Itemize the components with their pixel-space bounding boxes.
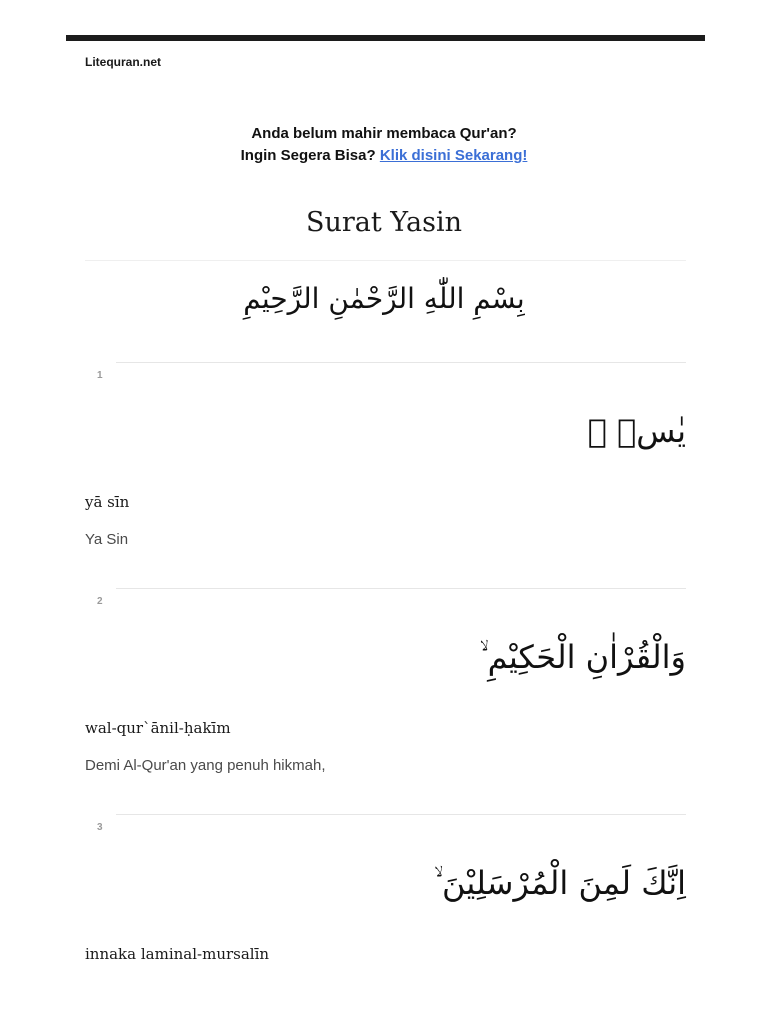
verse-divider	[116, 814, 686, 815]
page-title: Surat Yasin	[305, 207, 463, 238]
verse-number: 3	[97, 822, 103, 833]
promo-line-1: Anda belum mahir membaca Qur'an?	[251, 125, 517, 142]
verse-translation: Ya Sin	[85, 531, 129, 548]
verse-transliteration: innaka laminal-mursalīn	[85, 945, 270, 963]
verse-transliteration: yā sīn	[85, 493, 130, 511]
promo-cta-link[interactable]: Klik disini Sekarang!	[379, 147, 528, 164]
promo-line-2	[0, 145, 768, 167]
promo-question: Ingin Segera Bisa?	[240, 147, 376, 164]
title-divider	[85, 260, 686, 261]
site-logo-link[interactable]: Litequran.net	[85, 55, 162, 69]
bismillah: بِسْمِ اللّٰهِ الرَّحْمٰنِ الرَّحِيْمِ	[243, 282, 525, 315]
verse-arabic-text: وَالْقُرْاٰنِ الْحَكِيْمِ ۙ	[479, 638, 686, 676]
verse-divider	[116, 362, 686, 363]
verse-arabic-text: اِنَّكَ لَمِنَ الْمُرْسَلِيْنَ ۙ	[434, 864, 686, 902]
verse-number: 2	[97, 596, 103, 607]
verse-number: 1	[97, 370, 103, 381]
promo-banner	[0, 123, 768, 167]
verse-transliteration: wal-qur`ānil-ḥakīm	[85, 719, 231, 737]
verse-arabic-text: يٰسۤ ۚ	[587, 412, 686, 450]
verse-divider	[116, 588, 686, 589]
top-border-bar	[66, 35, 705, 41]
verse-translation: Demi Al-Qur'an yang penuh hikmah,	[85, 757, 326, 774]
